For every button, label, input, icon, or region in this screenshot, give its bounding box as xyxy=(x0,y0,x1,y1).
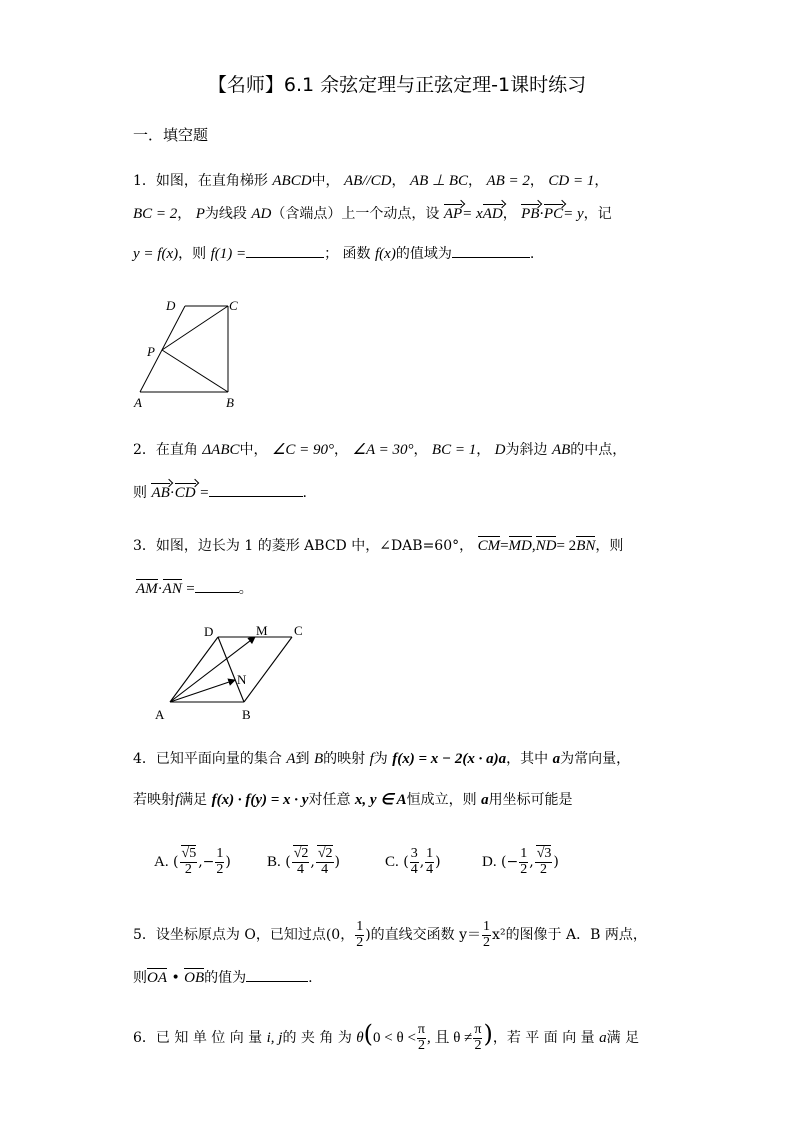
q4-option-c[interactable]: C. ( $\frac{3}{4}$ , $\frac{1}{4}$ ) xyxy=(385,846,441,877)
q3-number: 3． xyxy=(133,538,156,554)
q3-line1: 3．如图，边长为 1 的菱形 ABCD 中，∠DAB=60°， CM=MD,ND= 2BN，则 xyxy=(133,538,624,554)
q4-option-d[interactable]: D. (− $\frac{1}{2}$ , √ $\frac{3}{2}$ ) xyxy=(482,847,559,877)
fig1-label-c: C xyxy=(229,298,238,313)
q5-line2: 则OA • OB的值为 . xyxy=(133,970,313,986)
q1-line3: y = f(x)，则 f(1) = ； 函数 f(x)的值域为 . xyxy=(133,246,535,262)
q1-answer-blank-1[interactable] xyxy=(246,257,324,258)
q3-rhombus-figure xyxy=(146,620,318,724)
fig3-label-n: N xyxy=(237,672,247,687)
q3-line2: AM·AN = 。 xyxy=(136,581,253,597)
q6-number: 6． xyxy=(133,1030,156,1046)
q5-answer-blank[interactable] xyxy=(246,981,308,982)
fig3-label-a: A xyxy=(155,707,165,722)
fig3-label-c: C xyxy=(294,623,303,638)
fig1-label-a: A xyxy=(134,395,142,410)
fig1-label-d: D xyxy=(166,298,176,313)
fig3-label-b: B xyxy=(242,707,251,722)
q2-line1: 2．在直角 ΔABC中， ∠C = 90°， ∠A = 30°， BC = 1， D为斜边 AB的中点， xyxy=(133,442,627,458)
q6-line1: 6．已 知 单 位 向 量 i, j的 夹 角 为 θ(0 < θ < $\frac{\pi}{2}$ , 且 θ ≠ $\frac{\pi}{2}$ )，若 平 面 向 量 a满 足 xyxy=(133,1020,640,1053)
q1-number: 1． xyxy=(133,173,156,189)
q4-line2: 若映射f满足 f(x) · f(y) = x · y对任意 x, y ∈ A恒成立，则 a用坐标可能是 xyxy=(133,792,573,808)
q4-option-a[interactable]: A. ( √ $\frac{5}{2}$ ,− $\frac{1}{2}$ ) xyxy=(154,847,231,877)
q2-number: 2． xyxy=(133,442,156,458)
q5-line1: 5．设坐标原点为 O，已知过点(0， $\frac{1}{2}$ )的直线交函数 y＝ $\frac{1}{2}$ x²的图像于 A．B 两点， xyxy=(133,919,647,950)
q1-trapezoid-figure xyxy=(128,292,258,414)
fig1-label-b: B xyxy=(226,395,234,410)
q4-number: 4． xyxy=(133,751,156,767)
section-heading: 一．填空题 xyxy=(133,126,209,144)
q4-line1: 4．已知平面向量的集合 A到 B的映射 f为 f(x) = x − 2(x · a)a，其中 a为常向量， xyxy=(133,751,631,767)
q2-answer-blank[interactable] xyxy=(209,496,303,497)
q3-answer-blank[interactable] xyxy=(195,592,239,593)
q2-line2: 则 AB·CD = . xyxy=(133,485,307,501)
fig3-label-m: M xyxy=(256,623,268,638)
fig3-label-d: D xyxy=(204,624,214,639)
q1-line2: BC = 2， P为线段 AD（含端点）上一个动点，设 AP= xAD， PB·PC= y，记 xyxy=(133,206,612,222)
fig1-label-p: P xyxy=(147,344,155,359)
document-title: 【名师】6.1 余弦定理与正弦定理-1课时练习 xyxy=(207,74,587,96)
q5-number: 5． xyxy=(133,927,156,944)
q1-answer-blank-2[interactable] xyxy=(452,257,530,258)
q1-line1: 1．如图，在直角梯形 ABCD中， AB//CD， AB ⊥ BC， AB = 2， CD = 1， xyxy=(133,173,609,189)
q4-option-b[interactable]: B. ( √ $\frac{2}{4}$ , √ $\frac{2}{4}$ ) xyxy=(267,847,340,877)
